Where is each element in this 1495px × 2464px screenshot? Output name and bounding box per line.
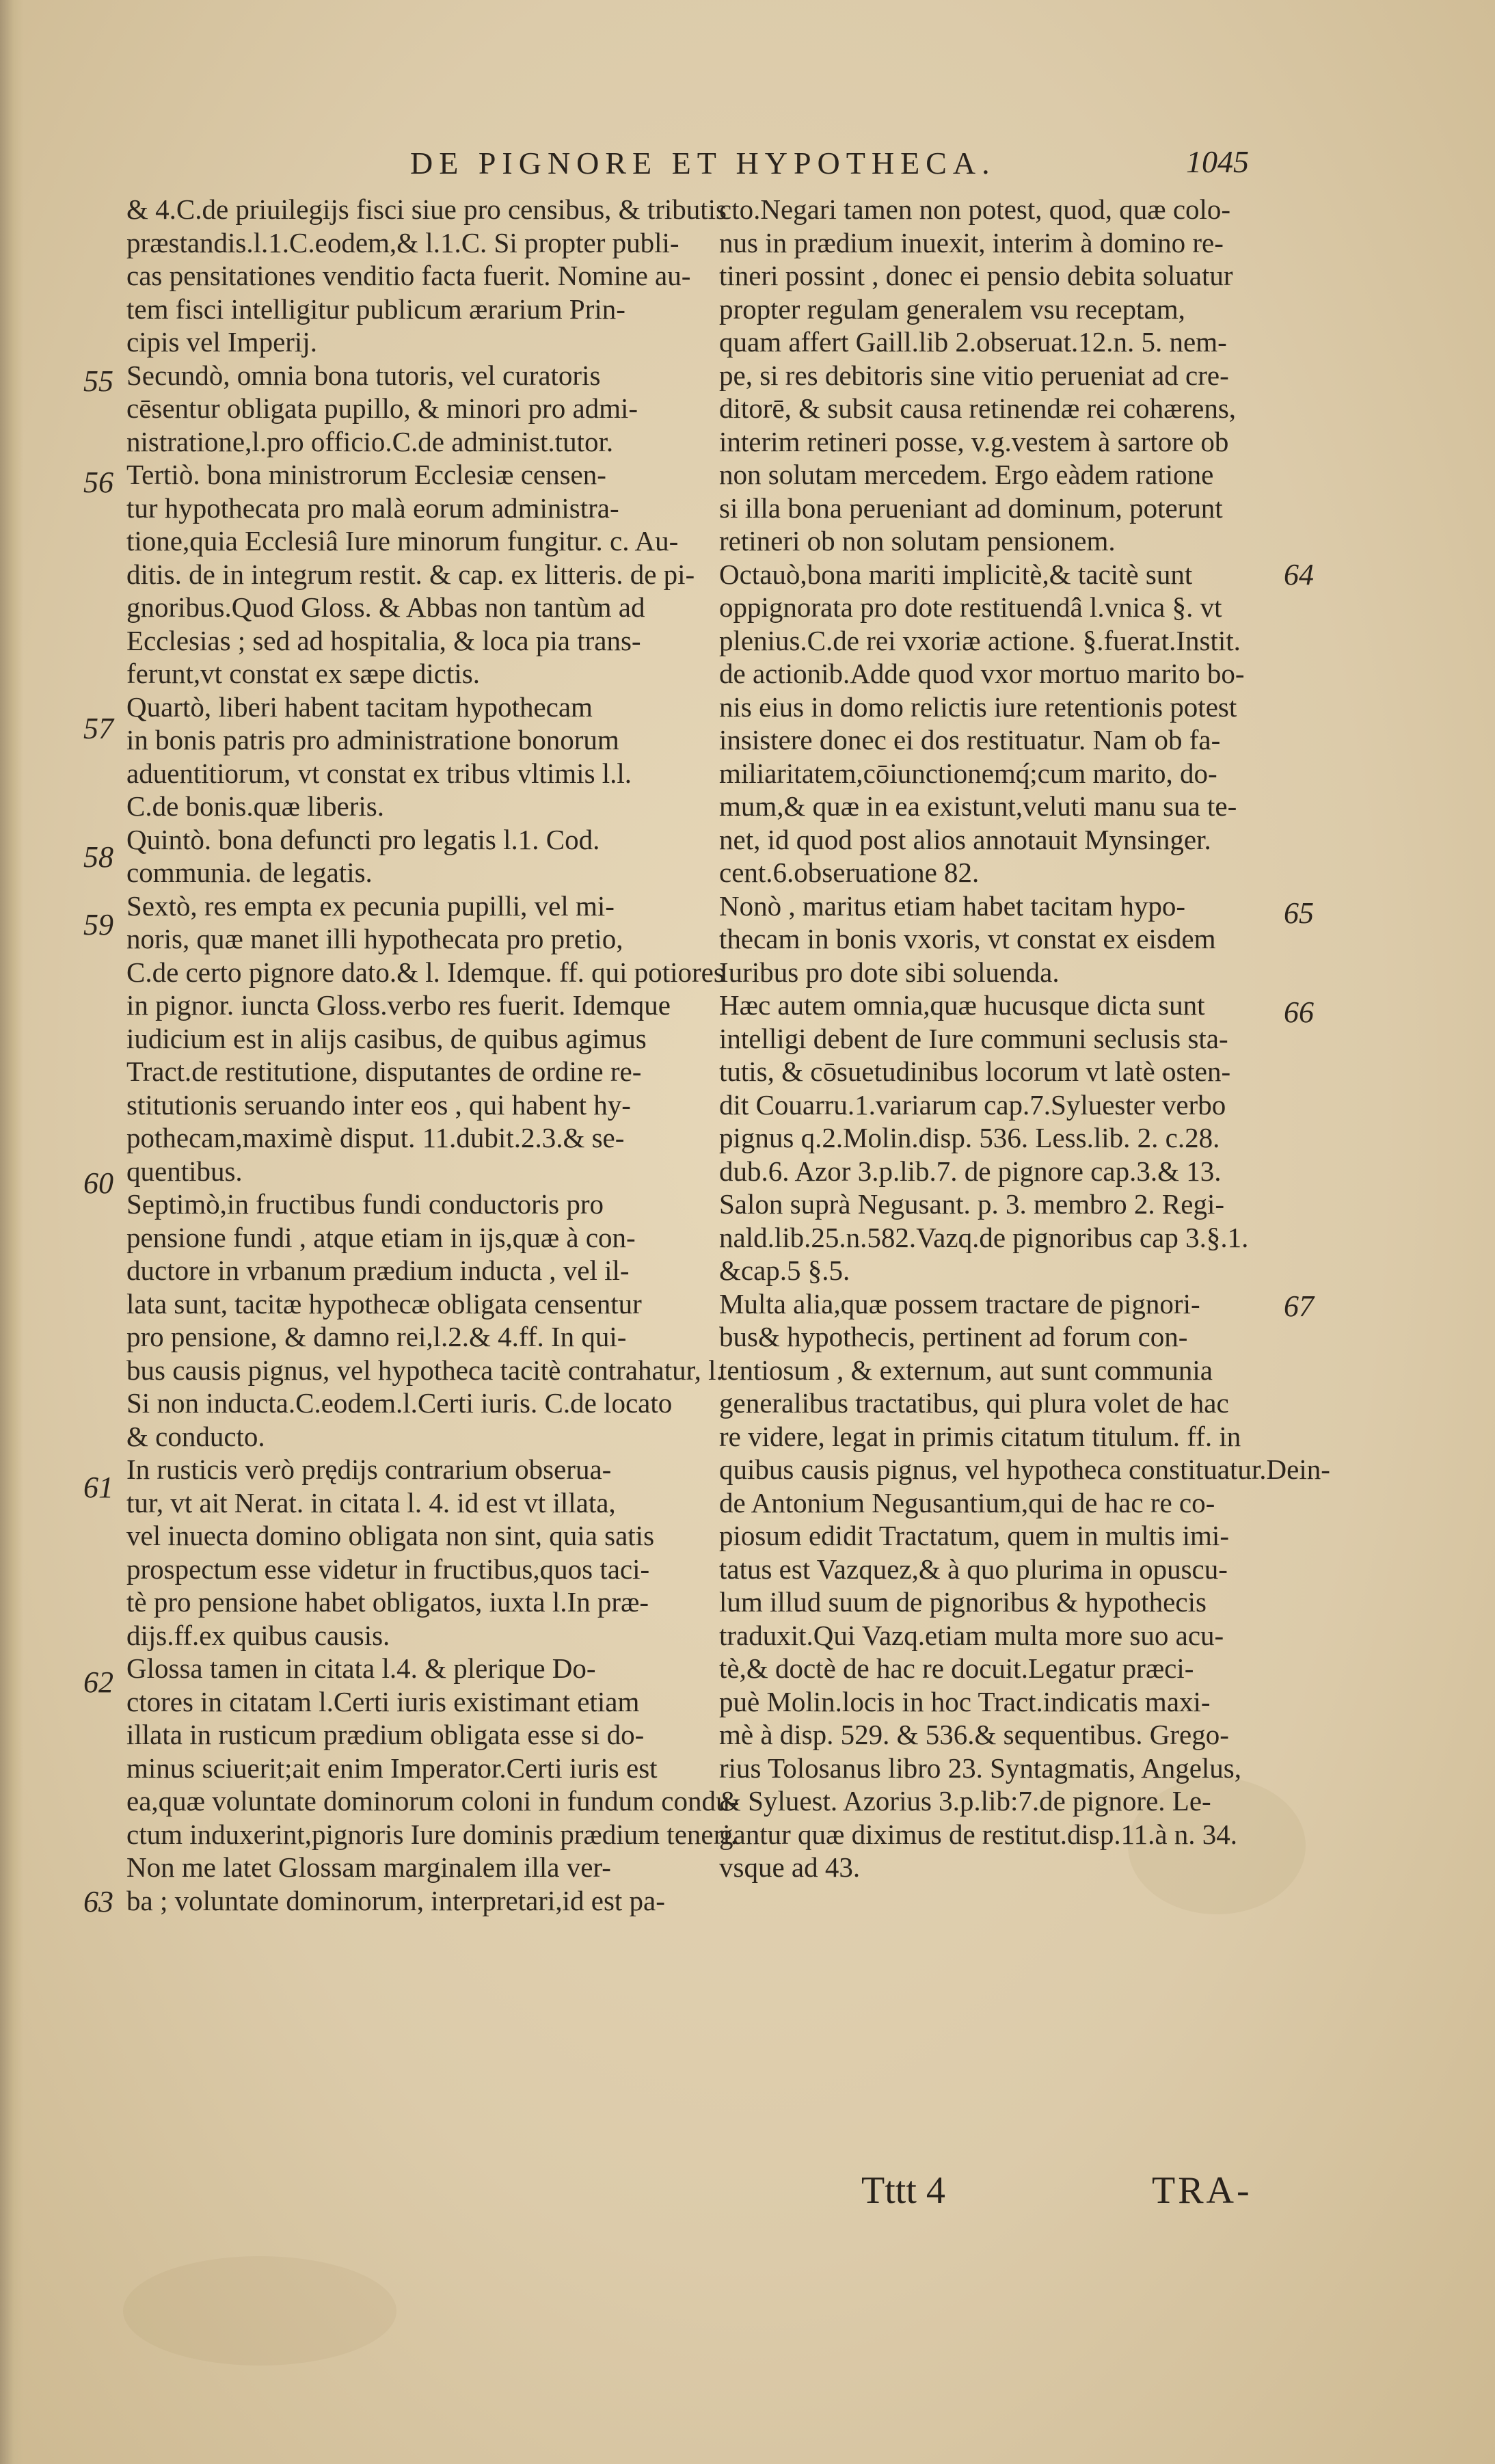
text-line: in pignor. iuncta Gloss.verbo res fuerit. Idemque [126, 989, 671, 1021]
text-line: dit Couarru.1.variarum cap.7.Syluester verbo [719, 1088, 1226, 1121]
text-line: lata sunt, tacitæ hypothecæ obligata censentur [126, 1287, 642, 1320]
text-line: gnoribus.Quod Gloss. & Abbas non tantùm ad [126, 591, 645, 623]
text-line: tem fisci intelligitur publicum ærarium Prin- [126, 293, 625, 325]
text-line: præstandis.l.1.C.eodem,& l.1.C. Si propter publi- [126, 226, 679, 258]
text-line: pe, si res debitoris sine vitio perueniat ad cre- [719, 359, 1229, 391]
text-line: communia. de legatis. [126, 857, 373, 888]
text-line: &cap.5 §.5. [719, 1255, 850, 1286]
margin-number-59: 59 [83, 908, 113, 941]
text-line: tè pro pensione habet obligatos, iuxta l.In præ- [126, 1586, 649, 1618]
text-line: Ecclesias ; sed ad hospitalia, & loca pia trans- [126, 624, 641, 656]
text-line: cent.6.obseruatione 82. [719, 857, 980, 888]
text-line: In rusticis verò prędijs contrarium obserua- [126, 1454, 612, 1485]
text-line: quibus causis pignus, vel hypotheca constituatur.Dein- [719, 1454, 1330, 1485]
catchword: TRA- [1152, 2169, 1252, 2212]
text-line: pro pensione, & damno rei,l.2.& 4.ff. In qui- [126, 1321, 627, 1352]
text-line: Si non inducta.C.eodem.l.Certi iuris. C.de locato [126, 1387, 673, 1419]
text-line: non solutam mercedem. Ergo eàdem ratione [719, 459, 1214, 490]
text-line: cēsentur obligata pupillo, & minori pro admi- [126, 392, 638, 424]
text-line: ditorē, & subsit causa retinendæ rei cohærens, [719, 392, 1237, 424]
text-line: generalibus tractatibus, qui plura volet de hac [719, 1387, 1229, 1419]
text-line: net, id quod post alios annotauit Mynsinger. [719, 823, 1211, 855]
text-line: cipis vel Imperij. [126, 326, 317, 358]
text-line: mè à disp. 529. & 536.& sequentibus. Grego- [719, 1719, 1229, 1750]
text-line: & conducto. [126, 1420, 265, 1452]
text-line: stitutionis seruando inter eos , qui habent hy- [126, 1088, 631, 1121]
text-line: Salon suprà Negusant. p. 3. membro 2. Regi- [719, 1188, 1225, 1220]
margin-number-56: 56 [83, 466, 113, 499]
text-line: Non me latet Glossam marginalem illa ver- [126, 1851, 611, 1883]
text-line: Tertiò. bona ministrorum Ecclesiæ censen- [126, 459, 606, 490]
margin-number-60: 60 [83, 1166, 113, 1200]
text-line: C.de bonis.quæ liberis. [126, 790, 384, 822]
text-line: ctores in citatam l.Certi iuris existimant etiam [126, 1685, 640, 1717]
margin-number-67: 67 [1284, 1289, 1314, 1323]
text-line: plenius.C.de rei vxoriæ actione. §.fuerat.Instit. [719, 624, 1241, 656]
text-line: intelligi debent de Iure communi seclusis sta- [719, 1022, 1228, 1054]
text-line: pothecam,maximè disput. 11.dubit.2.3.& se- [126, 1122, 625, 1153]
text-line: insistere donec ei dos restituatur. Nam ob fa- [719, 724, 1221, 755]
margin-number-64: 64 [1284, 558, 1314, 591]
text-line: retineri ob non solutam pensionem. [719, 525, 1116, 557]
margin-number-57: 57 [83, 712, 113, 745]
text-line: interim retineri posse, v.g.vestem à sartore ob [719, 425, 1229, 457]
margin-number-61: 61 [83, 1471, 113, 1504]
text-line: nus in prædium inuexit, interim à domino re- [719, 226, 1224, 258]
text-line: de Antonium Negusantium,qui de hac re co- [719, 1486, 1215, 1518]
margin-number-63: 63 [83, 1885, 113, 1918]
text-line: illata in rusticum prædium obligata esse si do- [126, 1719, 645, 1750]
text-line: prospectum esse videtur in fructibus,quos taci- [126, 1553, 650, 1585]
text-line: nald.lib.25.n.582.Vazq.de pignoribus cap 3.§.1. [719, 1221, 1249, 1253]
text-line: piosum edidit Tractatum, quem in multis imi- [719, 1520, 1229, 1551]
text-line: in bonis patris pro administratione bonorum [126, 724, 619, 755]
text-line: Iuribus pro dote sibi soluenda. [719, 956, 1060, 988]
signature-mark: Tttt 4 [861, 2169, 945, 2212]
text-line: re videre, legat in primis citatum titulum. ff. in [719, 1420, 1241, 1452]
paper-stain [123, 2256, 396, 2366]
text-line: ea,quæ voluntate dominorum coloni in fundum condu- [126, 1785, 740, 1817]
text-line: ferunt,vt constat ex sæpe dictis. [126, 658, 480, 689]
text-line: Glossa tamen in citata l.4. & plerique Do- [126, 1652, 596, 1684]
text-line: noris, quæ manet illi hypothecata pro pretio, [126, 923, 623, 954]
text-line: lum illud suum de pignoribus & hypothecis [719, 1586, 1207, 1618]
text-line: Tract.de restitutione, disputantes de ordine re- [126, 1056, 642, 1087]
text-line: tur, vt ait Nerat. in citata l. 4. id est vt illata, [126, 1486, 616, 1518]
text-line: si illa bona perueniant ad dominum, poterunt [719, 492, 1223, 524]
text-line: Multa alia,quæ possem tractare de pignori- [719, 1287, 1200, 1320]
text-line: cto.Negari tamen non potest, quod, quæ colo- [719, 193, 1231, 225]
text-line: de actionib.Adde quod vxor mortuo marito bo- [719, 658, 1245, 689]
text-line: Octauò,bona mariti implicitè,& tacitè sunt [719, 558, 1193, 590]
text-line: pensione fundi , atque etiam in ijs,quæ à con- [126, 1221, 636, 1253]
text-line: tutis, & cōsuetudinibus locorum vt latè osten- [719, 1056, 1231, 1087]
text-line: C.de certo pignore dato.& l. Idemque. ff. qui potiores [126, 956, 725, 988]
page-gutter-shadow [0, 0, 23, 2464]
text-line: ditis. de in integrum restit. & cap. ex litteris. de pi- [126, 558, 695, 590]
text-line: tentiosum , & externum, aut sunt communia [719, 1354, 1213, 1386]
text-line: ba ; voluntate dominorum, interpretari,id est pa- [126, 1884, 665, 1916]
text-line: dijs.ff.ex quibus causis. [126, 1619, 390, 1651]
text-line: pignus q.2.Molin.disp. 536. Less.lib. 2. c.28. [719, 1122, 1220, 1153]
text-line: Quartò, liberi habent tacitam hypothecam [126, 691, 593, 723]
text-line: mum,& quæ in ea existunt,veluti manu sua te- [719, 790, 1237, 822]
left-column [126, 193, 740, 1917]
text-line: vsque ad 43. [719, 1851, 861, 1883]
text-line: minus sciuerit;ait enim Imperator.Certi iuris est [126, 1752, 658, 1784]
text-line: & Syluest. Azorius 3.p.lib:7.de pignore. Le- [719, 1785, 1211, 1817]
text-line: tineri possint , donec ei pensio debita soluatur [719, 260, 1233, 291]
text-line: Quintò. bona defuncti pro legatis l.1. Cod. [126, 823, 600, 855]
text-line: Sextò, res empta ex pecunia pupilli, vel mi- [126, 889, 615, 922]
text-line: puè Molin.locis in hoc Tract.indicatis maxi- [719, 1685, 1211, 1717]
text-line: Secundò, omnia bona tutoris, vel curatoris [126, 359, 601, 391]
text-line: Septimò,in fructibus fundi conductoris pro [126, 1188, 604, 1220]
text-line: tatus est Vazquez,& à quo plurima in opuscu- [719, 1553, 1228, 1585]
text-line: ductore in vrbanum prædium inducta , vel il- [126, 1255, 630, 1286]
text-line: quentibus. [126, 1155, 243, 1187]
margin-number-58: 58 [83, 840, 113, 874]
text-line: propter regulam generalem vsu receptam, [719, 293, 1185, 325]
margin-number-62: 62 [83, 1665, 113, 1699]
text-line: bus& hypothecis, pertinent ad forum con- [719, 1321, 1188, 1352]
text-line: tione,quia Ecclesiâ Iure minorum fungitur. c. Au- [126, 525, 679, 557]
text-line: thecam in bonis vxoris, vt constat ex eisdem [719, 923, 1216, 954]
text-line: aduentitiorum, vt constat ex tribus vltimis l.l. [126, 757, 632, 789]
text-line: quam affert Gaill.lib 2.obseruat.12.n. 5. nem- [719, 326, 1227, 358]
text-line: ctum induxerint,pignoris Iure dominis prædium teneri. [126, 1818, 738, 1850]
text-line: Nonò , maritus etiam habet tacitam hypo- [719, 889, 1186, 922]
text-line: tè,& doctè de hac re docuit.Legatur præci- [719, 1652, 1194, 1684]
text-line: miliaritatem,cōiunctionemq́;cum marito, do- [719, 757, 1217, 789]
margin-number-66: 66 [1284, 995, 1314, 1029]
text-line: gantur quæ diximus de restitut.disp.11.à n. 34. [719, 1818, 1238, 1850]
text-line: rius Tolosanus libro 23. Syntagmatis, Angelus, [719, 1752, 1241, 1784]
text-line: & 4.C.de priuilegijs fisci siue pro censibus, & tributis [126, 193, 727, 225]
running-head: DE PIGNORE ET HYPOTHECA. [410, 146, 996, 180]
page-number: 1045 [1186, 144, 1249, 179]
text-line: iudicium est in alijs casibus, de quibus agimus [126, 1022, 647, 1054]
margin-number-55: 55 [83, 364, 113, 398]
text-line: vel inuecta domino obligata non sint, quia satis [126, 1520, 655, 1551]
text-line: tur hypothecata pro malà eorum administra- [126, 492, 619, 524]
text-line: dub.6. Azor 3.p.lib.7. de pignore cap.3.& 13. [719, 1155, 1222, 1187]
text-line: traduxit.Qui Vazq.etiam multa more suo acu- [719, 1619, 1224, 1651]
text-line: nis eius in domo relictis iure retentionis potest [719, 691, 1237, 723]
text-line: cas pensitationes venditio facta fuerit. Nomine au- [126, 260, 691, 291]
margin-number-65: 65 [1284, 896, 1314, 930]
text-line: nistratione,l.pro officio.C.de administ.tutor. [126, 425, 614, 457]
text-line: bus causis pignus, vel hypotheca tacitè contrahatur, l. [126, 1354, 723, 1386]
text-line: Hæc autem omnia,quæ hucusque dicta sunt [719, 989, 1205, 1021]
text-line: oppignorata pro dote restituendâ l.vnica §. vt [719, 591, 1222, 623]
